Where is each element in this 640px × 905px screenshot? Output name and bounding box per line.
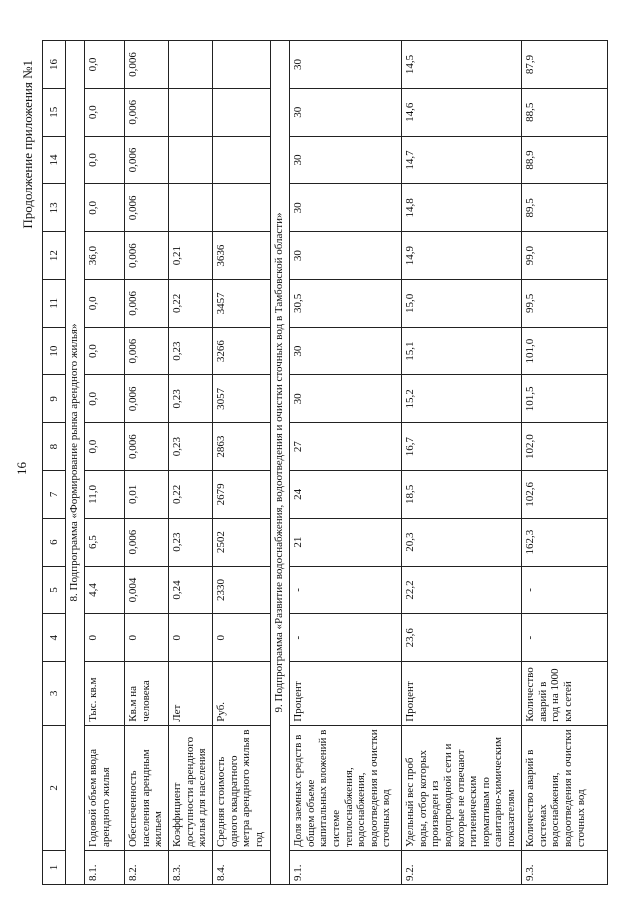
value-cell: 30 — [290, 327, 402, 375]
value-cell: 0,006 — [125, 423, 169, 471]
header-row — [43, 41, 66, 885]
value-cell: 24 — [290, 471, 402, 519]
table-row — [213, 41, 271, 885]
value-cell: 0,23 — [169, 423, 213, 471]
value-cell: 0,01 — [125, 471, 169, 519]
value-cell: 14,9 — [402, 232, 522, 280]
value-cell: 23,6 — [402, 614, 522, 662]
value-cell: 14,5 — [402, 41, 522, 89]
value-cell: 162,3 — [522, 518, 608, 566]
value-cell — [213, 136, 271, 184]
value-cell: 22,2 — [402, 566, 522, 614]
row-number: 9.3. — [522, 851, 608, 885]
unit-cell: Кв.м на человека — [125, 662, 169, 726]
value-cell: 20,3 — [402, 518, 522, 566]
header-cell: 6 — [43, 518, 66, 566]
value-cell: 0 — [125, 614, 169, 662]
header-cell: 2 — [43, 725, 66, 850]
value-cell: 6,5 — [85, 518, 125, 566]
value-cell: 27 — [290, 423, 402, 471]
unit-cell: Процент — [402, 662, 522, 726]
value-cell: 0,23 — [169, 518, 213, 566]
unit-cell: Тыс. кв.м — [85, 662, 125, 726]
value-cell — [169, 136, 213, 184]
value-cell: 14,6 — [402, 88, 522, 136]
header-cell: 9 — [43, 375, 66, 423]
value-cell: 14,7 — [402, 136, 522, 184]
value-cell: 3266 — [213, 327, 271, 375]
unit-cell: Процент — [290, 662, 402, 726]
value-cell: 21 — [290, 518, 402, 566]
header-cell: 7 — [43, 471, 66, 519]
value-cell: 0,23 — [169, 375, 213, 423]
table-row — [290, 41, 402, 885]
value-cell: - — [290, 614, 402, 662]
value-cell — [169, 41, 213, 89]
value-cell — [213, 184, 271, 232]
value-cell: 16,7 — [402, 423, 522, 471]
header-cell: 10 — [43, 327, 66, 375]
value-cell: - — [522, 614, 608, 662]
row-number: 9.2. — [402, 851, 522, 885]
value-cell: 101,0 — [522, 327, 608, 375]
unit-cell: Лет — [169, 662, 213, 726]
section-row — [66, 41, 85, 885]
value-cell: 101,5 — [522, 375, 608, 423]
value-cell: 89,5 — [522, 184, 608, 232]
value-cell: 0,0 — [85, 279, 125, 327]
value-cell: 0,21 — [169, 232, 213, 280]
appendix-label: Продолжение приложения №1 — [20, 60, 35, 229]
row-number: 9.1. — [290, 851, 402, 885]
value-cell: 0,23 — [169, 327, 213, 375]
header-cell: 13 — [43, 184, 66, 232]
section-title: 8. Подпрограмма «Формирование рынка арендного жилья» — [66, 41, 85, 885]
value-cell: 11,0 — [85, 471, 125, 519]
section-title: 9. Подпрограмма «Развитие водоснабжения, водоотведения и очистки сточных вод в Тамбовской области» — [271, 41, 290, 885]
value-cell: 0,0 — [85, 327, 125, 375]
header-cell: 5 — [43, 566, 66, 614]
value-cell: 0,0 — [85, 88, 125, 136]
indicator-name: Годовой объем ввода арендного жилья — [85, 725, 125, 850]
value-cell: 0 — [213, 614, 271, 662]
value-cell: 0,004 — [125, 566, 169, 614]
value-cell: 2502 — [213, 518, 271, 566]
indicator-name: Средняя стоимость одного квадратного метра арендного жилья в год — [213, 725, 271, 850]
header-cell: 1 — [43, 851, 66, 885]
row-number: 8.2. — [125, 851, 169, 885]
value-cell: - — [290, 566, 402, 614]
indicator-name: Обеспеченность населения арендным жильем — [125, 725, 169, 850]
header-cell: 16 — [43, 41, 66, 89]
value-cell: 3636 — [213, 232, 271, 280]
value-cell: 2679 — [213, 471, 271, 519]
value-cell: 0 — [85, 614, 125, 662]
header-cell: 12 — [43, 232, 66, 280]
value-cell: 0,006 — [125, 232, 169, 280]
value-cell: 87,9 — [522, 41, 608, 89]
value-cell: 18,5 — [402, 471, 522, 519]
indicators-table — [42, 40, 608, 885]
header-cell: 11 — [43, 279, 66, 327]
value-cell — [213, 41, 271, 89]
value-cell — [213, 88, 271, 136]
value-cell — [169, 184, 213, 232]
value-cell: 0,0 — [85, 423, 125, 471]
value-cell: 0,006 — [125, 518, 169, 566]
header-cell: 14 — [43, 136, 66, 184]
page-number: 16 — [14, 462, 29, 475]
value-cell: 88,5 — [522, 88, 608, 136]
value-cell: 0,006 — [125, 184, 169, 232]
header-cell: 4 — [43, 614, 66, 662]
row-number: 8.1. — [85, 851, 125, 885]
indicator-name: Коэффициент доступности арендного жилья для населения — [169, 725, 213, 850]
value-cell: 0,0 — [85, 184, 125, 232]
header-cell: 15 — [43, 88, 66, 136]
value-cell: - — [522, 566, 608, 614]
value-cell: 0,22 — [169, 471, 213, 519]
value-cell: 88,9 — [522, 136, 608, 184]
value-cell — [169, 88, 213, 136]
row-number: 8.4. — [213, 851, 271, 885]
value-cell: 99,0 — [522, 232, 608, 280]
value-cell: 0,006 — [125, 279, 169, 327]
value-cell: 14,8 — [402, 184, 522, 232]
value-cell: 0,006 — [125, 88, 169, 136]
value-cell: 0,0 — [85, 136, 125, 184]
value-cell: 0,006 — [125, 375, 169, 423]
table-row — [522, 41, 608, 885]
value-cell: 15,2 — [402, 375, 522, 423]
value-cell: 36,0 — [85, 232, 125, 280]
value-cell: 2863 — [213, 423, 271, 471]
value-cell: 0,006 — [125, 136, 169, 184]
value-cell: 99,5 — [522, 279, 608, 327]
value-cell: 15,0 — [402, 279, 522, 327]
value-cell: 102,6 — [522, 471, 608, 519]
header-cell: 3 — [43, 662, 66, 726]
value-cell: 30 — [290, 375, 402, 423]
value-cell: 0,24 — [169, 566, 213, 614]
value-cell: 3057 — [213, 375, 271, 423]
table-row — [85, 41, 125, 885]
value-cell: 30 — [290, 184, 402, 232]
value-cell: 0,0 — [85, 41, 125, 89]
table-row — [402, 41, 522, 885]
value-cell: 0 — [169, 614, 213, 662]
value-cell: 2330 — [213, 566, 271, 614]
unit-cell: Количество аварий в год на 1000 км сетей — [522, 662, 608, 726]
value-cell: 30 — [290, 41, 402, 89]
indicator-name: Доля заемных средств в общем объеме капитальных вложений в системе теплоснабжения, водоснабжения, водоотведения и очистки сточных вод — [290, 725, 402, 850]
unit-cell: Руб. — [213, 662, 271, 726]
value-cell: 0,006 — [125, 327, 169, 375]
indicator-name: Удельный вес проб воды, отбор которых произведен из водопроводной сети и которые не отвечают гигиеническим нормативам по санитарно-химическим показателям — [402, 725, 522, 850]
indicator-name: Количество аварий в системах водоснабжения, водоотведения и очистки сточных вод — [522, 725, 608, 850]
table-row — [169, 41, 213, 885]
header-cell: 8 — [43, 423, 66, 471]
value-cell: 15,1 — [402, 327, 522, 375]
value-cell: 0,0 — [85, 375, 125, 423]
value-cell: 102,0 — [522, 423, 608, 471]
value-cell: 30,5 — [290, 279, 402, 327]
value-cell: 0,006 — [125, 41, 169, 89]
value-cell: 30 — [290, 88, 402, 136]
value-cell: 30 — [290, 136, 402, 184]
value-cell: 0,22 — [169, 279, 213, 327]
value-cell: 3457 — [213, 279, 271, 327]
row-number: 8.3. — [169, 851, 213, 885]
value-cell: 4,4 — [85, 566, 125, 614]
value-cell: 30 — [290, 232, 402, 280]
section-row — [271, 41, 290, 885]
table-row — [125, 41, 169, 885]
